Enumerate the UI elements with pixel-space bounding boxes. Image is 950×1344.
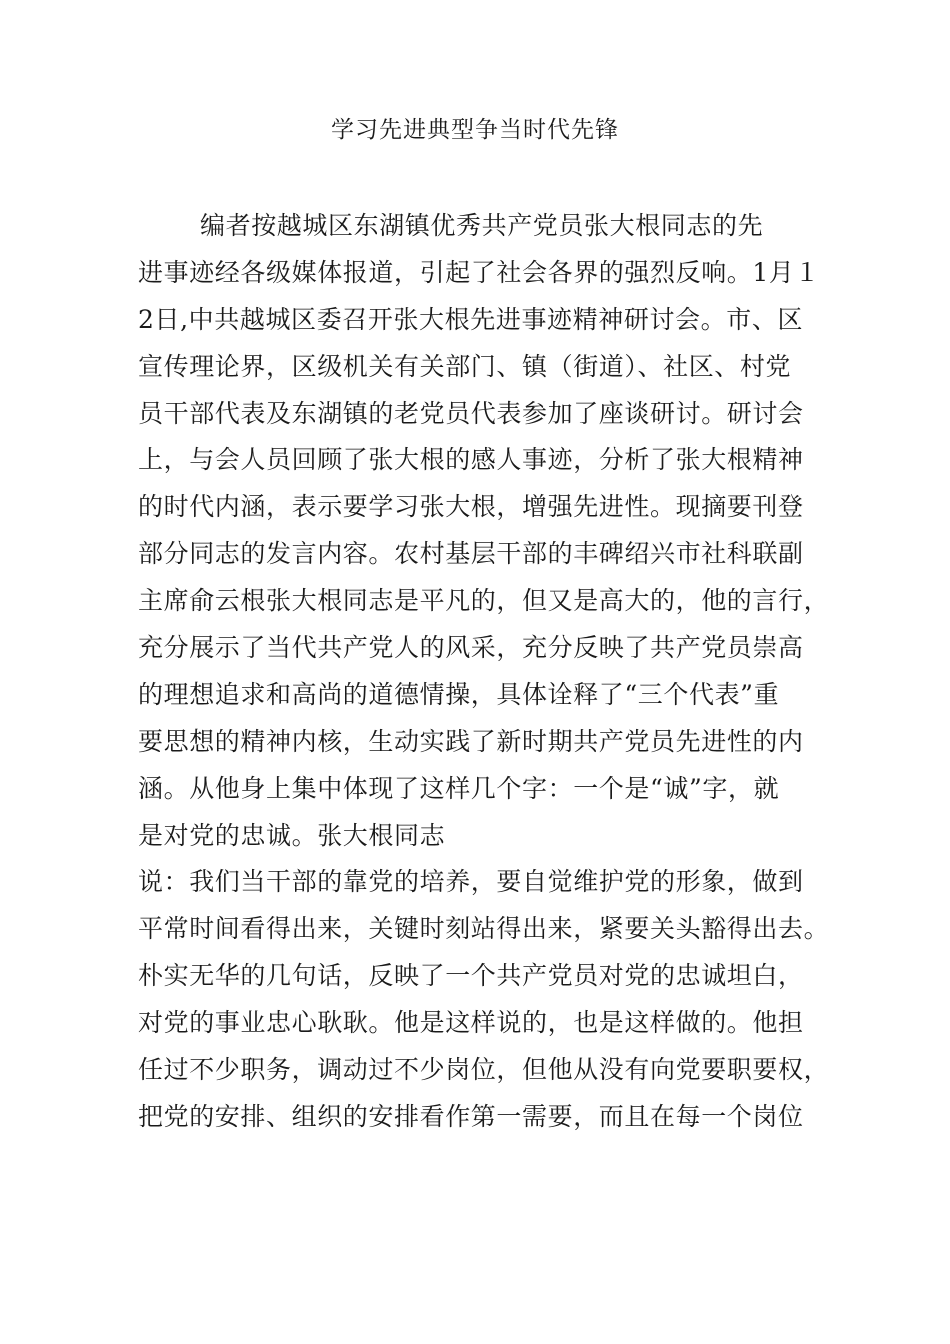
body-line: 要思想的精神内核，生动实践了新时期共产党员先进性的内 — [138, 726, 804, 756]
body-line: 涵。从他身上集中体现了这样几个字：一个是“诚”字，就 — [138, 773, 780, 803]
body-line: 朴实无华的几句话，反映了一个共产党员对党的忠诚坦白， — [138, 961, 804, 991]
body-line: 上，与会人员回顾了张大根的感人事迹，分析了张大根精神 — [138, 445, 804, 475]
body-line: 宣传理论界，区级机关有关部门、镇（街道）、社区、村党 — [138, 351, 792, 381]
body-line: 对党的事业忠心耿耿。他是这样说的，也是这样做的。他担 — [138, 1008, 804, 1038]
body-line: 员干部代表及东湖镇的老党员代表参加了座谈研讨。研讨会 — [138, 398, 804, 428]
body-line: 部分同志的发言内容。农村基层干部的丰碑绍兴市社科联副 — [138, 539, 804, 569]
body-line: 是对党的忠诚。张大根同志 — [138, 820, 446, 850]
body-line: 2日,中共越城区委召开张大根先进事迹精神研讨会。市、区 — [138, 304, 804, 334]
body-line: 充分展示了当代共产党人的风采，充分反映了共产党员崇高 — [138, 633, 804, 663]
body-line: 平常时间看得出来，关键时刻站得出来，紧要关头豁得出去。 — [138, 914, 830, 944]
document-title: 学习先进典型争当时代先锋 — [331, 117, 619, 143]
body-line: 的时代内涵，表示要学习张大根，增强先进性。现摘要刊登 — [138, 492, 804, 522]
body-line: 任过不少职务，调动过不少岗位，但他从没有向党要职要权， — [138, 1055, 830, 1085]
body-line: 进事迹经各级媒体报道，引起了社会各界的强烈反响。1月１ — [138, 257, 821, 287]
body-line: 说：我们当干部的靠党的培养，要自觉维护党的形象，做到 — [138, 867, 804, 897]
document-body — [138, 203, 828, 1141]
body-line: 把党的安排、组织的安排看作第一需要，而且在每一个岗位 — [138, 1101, 804, 1131]
body-line: 的理想追求和高尚的道德情操，具体诠释了“三个代表”重 — [138, 679, 780, 709]
body-line: 编者按越城区东湖镇优秀共产党员张大根同志的先 — [200, 211, 764, 240]
body-line: 主席俞云根张大根同志是平凡的，但又是高大的，他的言行， — [138, 586, 830, 616]
